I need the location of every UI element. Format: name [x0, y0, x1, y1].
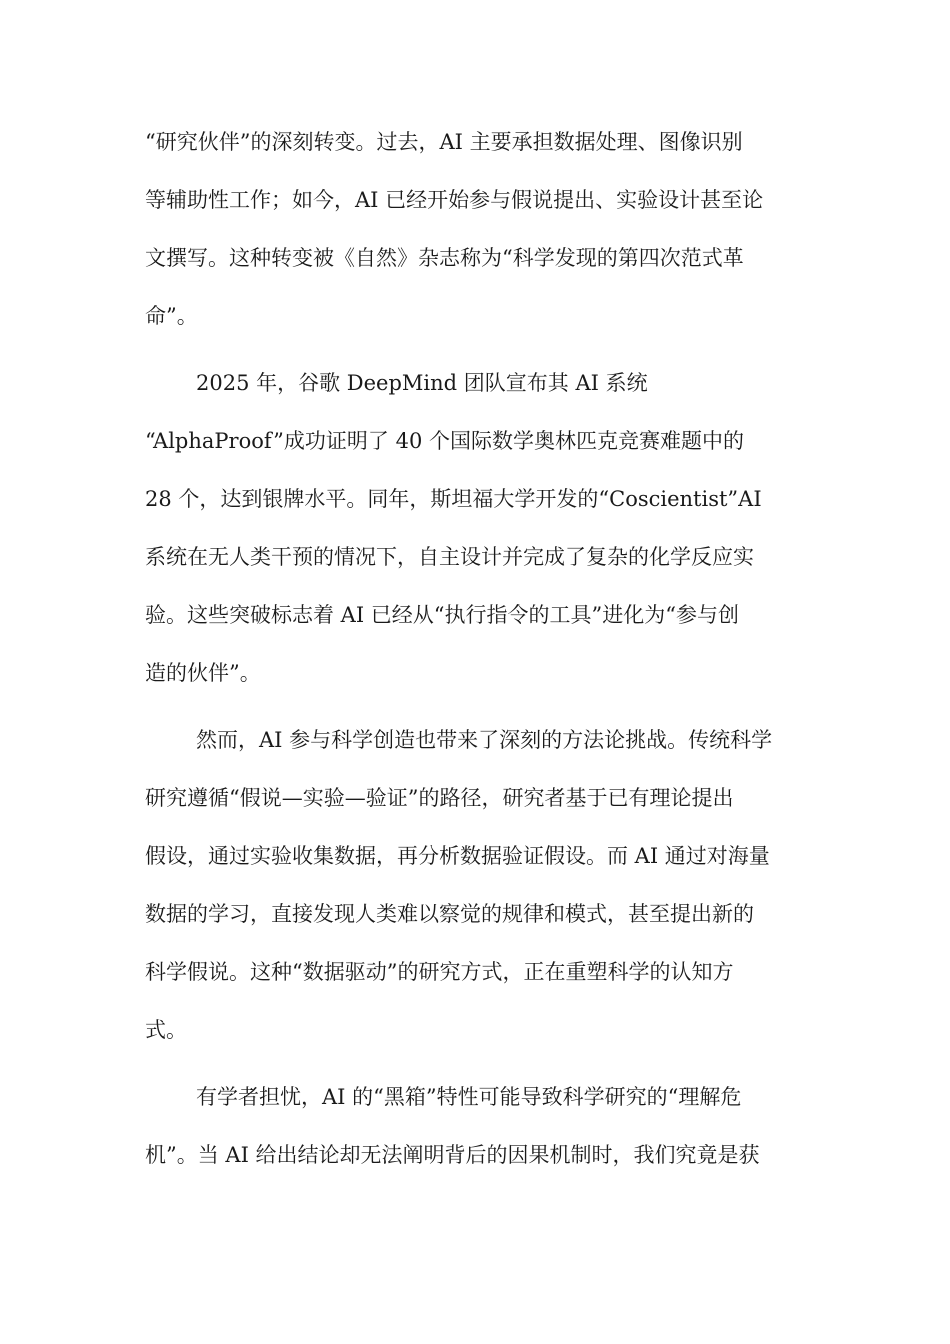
text-line: 等辅助性工作；如今，AI 已经开始参与假说提出、实验设计甚至论 — [145, 188, 764, 212]
text-line: 机”。当 AI 给出结论却无法阐明背后的因果机制时，我们究竟是获 — [145, 1143, 760, 1167]
text-line: 28 个，达到银牌水平。同年，斯坦福大学开发的“Coscientist”AI — [145, 487, 762, 511]
text-line: 系统在无人类干预的情况下，自主设计并完成了复杂的化学反应实 — [145, 545, 754, 569]
text-line: 式。 — [145, 1018, 187, 1042]
text-line: 命”。 — [145, 304, 198, 328]
text-line: 然而，AI 参与科学创造也带来了深刻的方法论挑战。传统科学 — [196, 728, 773, 752]
text-line: 有学者担忧，AI 的“黑箱”特性可能导致科学研究的“理解危 — [196, 1085, 742, 1109]
text-line: “AlphaProof”成功证明了 40 个国际数学奥林匹克竞赛难题中的 — [145, 429, 744, 453]
text-line: 验。这些突破标志着 AI 已经从“执行指令的工具”进化为“参与创 — [145, 603, 740, 627]
text-line: “研究伙伴”的深刻转变。过去，AI 主要承担数据处理、图像识别 — [145, 130, 743, 154]
text-line: 造的伙伴”。 — [145, 661, 261, 685]
text-line: 科学假说。这种“数据驱动”的研究方式，正在重塑科学的认知方 — [145, 960, 734, 984]
text-line: 数据的学习，直接发现人类难以察觉的规律和模式，甚至提出新的 — [145, 902, 754, 926]
text-line: 2025 年，谷歌 DeepMind 团队宣布其 AI 系统 — [196, 371, 648, 395]
text-line: 假设，通过实验收集数据，再分析数据验证假设。而 AI 通过对海量 — [145, 844, 770, 868]
text-line: 研究遵循“假说—实验—验证”的路径，研究者基于已有理论提出 — [145, 786, 734, 810]
text-line: 文撰写。这种转变被《自然》杂志称为“科学发现的第四次范式革 — [145, 246, 744, 270]
